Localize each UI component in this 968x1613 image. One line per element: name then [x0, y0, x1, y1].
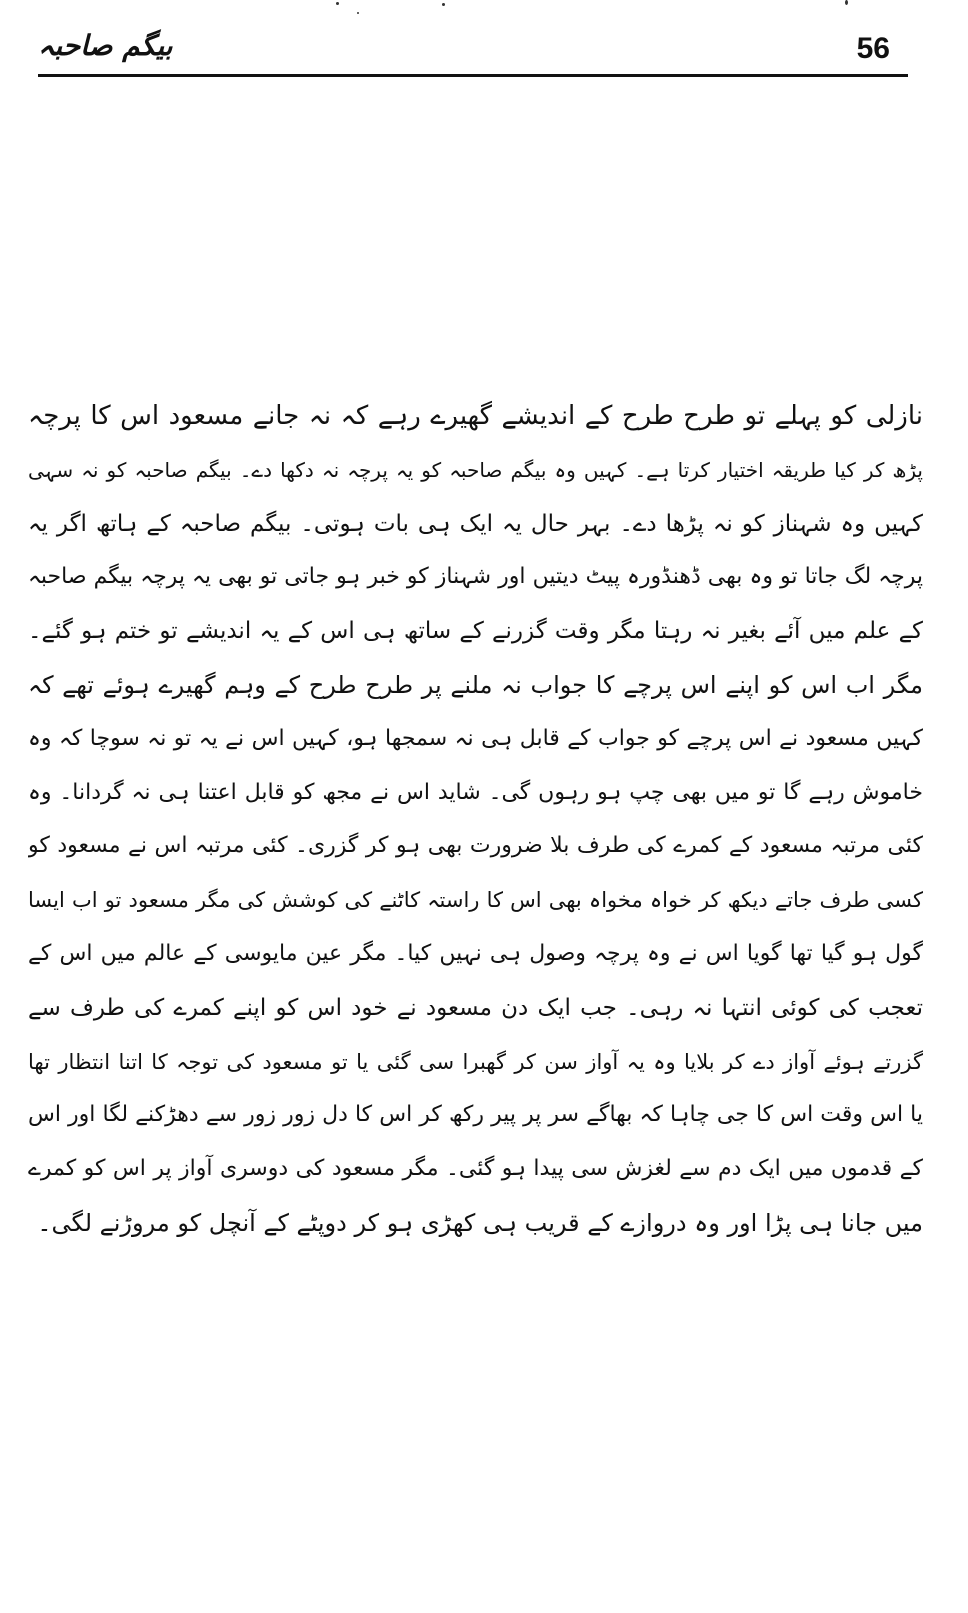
scan-speck	[336, 2, 339, 5]
text-line: کہیں وہ شہناز کو نہ پڑھا دے۔ بہر حال یہ ایک ہی بات ہوتی۔ بیگم صاحبہ کے ہاتھ اگر یہ	[28, 510, 923, 537]
text-line: خاموش رہے گا تو میں بھی چپ ہو رہوں گی۔ شاید اس نے مجھ کو قابل اعتنا ہی نہ گردانا۔ وہ	[28, 779, 923, 805]
text-line: کئی مرتبہ مسعود کے کمرے کی طرف بلا ضرورت بھی ہو کر گزری۔ کئی مرتبہ اس نے مسعود کو	[28, 833, 923, 859]
body-paragraph	[28, 390, 923, 1251]
text-line: میں جانا ہی پڑا اور وہ دروازے کے قریب ہی کھڑی ہو کر دوپٹے کے آنچل کو مروڑنے لگی۔	[37, 1208, 923, 1237]
running-title: بیگم صاحبہ	[38, 29, 173, 62]
text-line: یا اس وقت اس کا جی چاہا کہ بھاگے سر پر پیر رکھ کر اس کا دل زور زور سے دھڑکنے لگا اور اس	[28, 1102, 923, 1128]
text-line: تعجب کی کوئی انتہا نہ رہی۔ جب ایک دن مسعود نے خود اس کو اپنے کمرے کی طرف سے	[28, 994, 923, 1021]
page-header	[38, 28, 908, 78]
text-line: مگر اب اس کو اپنے اس پرچے کا جواب نہ ملنے پر طرح طرح کے وہم گھیرے ہوئے تھے کہ	[28, 670, 923, 699]
header-rule	[38, 74, 908, 77]
scan-speck	[442, 3, 445, 6]
text-line: پرچہ لگ جاتا تو وہ بھی ڈھنڈورہ پیٹ دیتیں اور شہناز کو خبر ہو جاتی تو بھی یہ پرچہ بیگم صاحبہ	[28, 564, 923, 590]
text-line: گول ہو گیا تھا گویا اس نے وہ پرچہ وصول ہی نہیں کیا۔ مگر عین مایوسی کے عالم میں اس کے	[28, 940, 923, 966]
text-line: نازلی کو پہلے تو طرح طرح کے اندیشے گھیرے رہے کہ نہ جانے مسعود اس کا پرچہ	[28, 401, 923, 431]
text-line: کسی طرف جاتے دیکھ کر خواہ مخواہ بھی اس کا راستہ کاٹنے کی کوشش کی مگر مسعود تو اب ایسا	[28, 888, 923, 913]
text-line: پڑھ کر کیا طریقہ اختیار کرتا ہے۔ کہیں وہ بیگم صاحبہ کو یہ پرچہ نہ دکھا دے۔ بیگم صاحبہ کو نہ سہی	[28, 457, 923, 482]
text-line: کہیں مسعود نے اس پرچے کو جواب کے قابل ہی نہ سمجھا ہو، کہیں اس نے یہ تو نہ سوچا کہ وہ	[28, 725, 923, 751]
text-line: گزرتے ہوئے آواز دے کر بلایا وہ یہ آواز سن کر گھبرا سی گئی یا تو مسعود کی توجہ کا اتنا انتظار تھا	[28, 1049, 923, 1074]
page-number: 56	[856, 32, 890, 65]
text-line: کے قدموں میں ایک دم سے لغزش سی پیدا ہو گئی۔ مگر مسعود کی دوسری آواز پر اس کو کمرے	[28, 1156, 923, 1182]
scan-speck	[845, 0, 848, 5]
scan-speck	[357, 12, 359, 14]
text-line: کے علم میں آئے بغیر نہ رہتا مگر وقت گزرنے کے ساتھ ہی اس کے یہ اندیشے تو ختم ہو گئے۔	[28, 618, 923, 645]
